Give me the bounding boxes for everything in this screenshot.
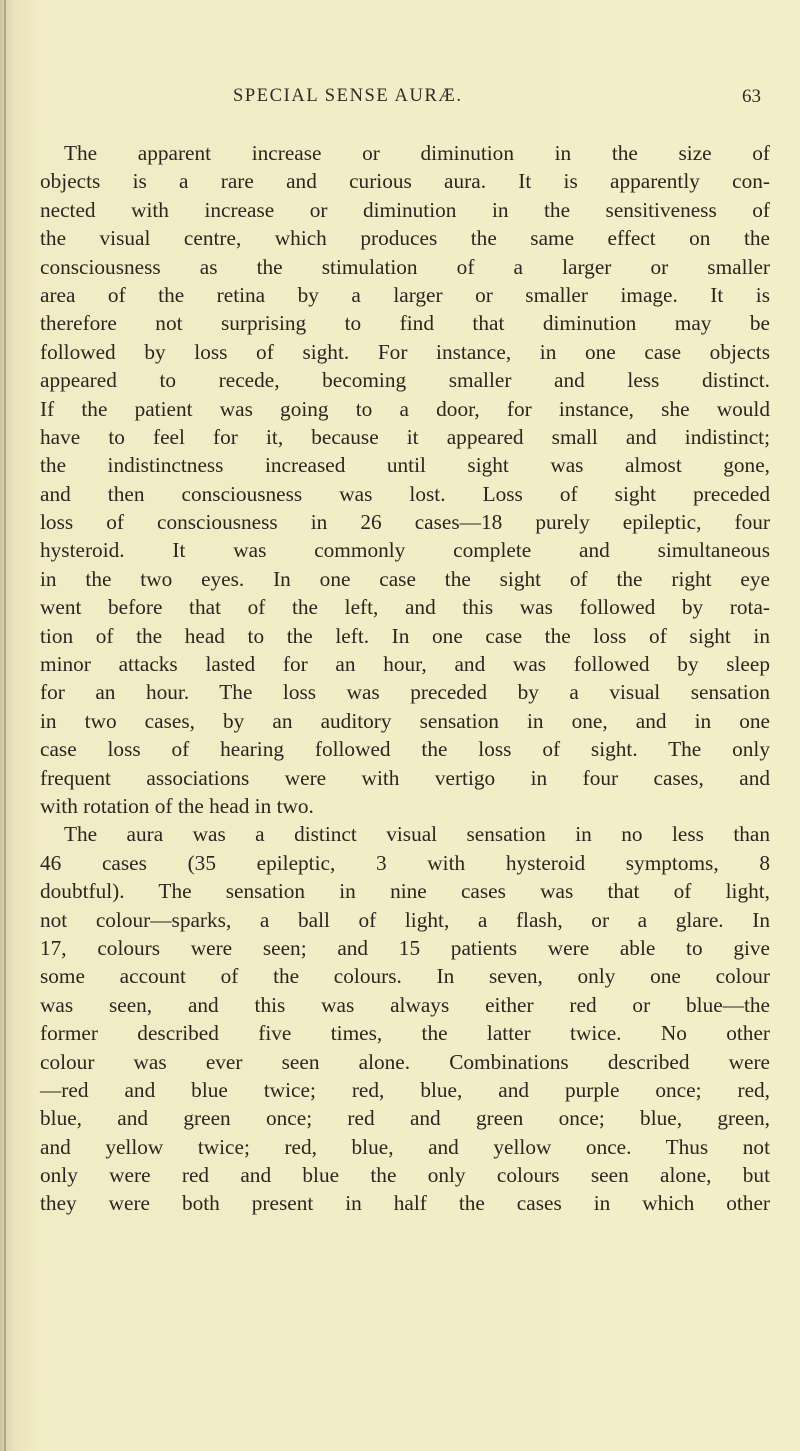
text-line: the visual centre, which produces the same effect on the xyxy=(40,226,770,251)
text-line: for an hour. The loss was preceded by a visual sensation xyxy=(40,680,770,705)
text-line: 46 cases (35 epileptic, 3 with hysteroid symptoms, 8 xyxy=(40,850,770,875)
text-line: was seen, and this was always either red or blue—the xyxy=(40,992,770,1017)
body-text xyxy=(40,139,770,1218)
running-head xyxy=(0,86,800,116)
text-line: only were red and blue the only colours seen alone, but xyxy=(40,1163,770,1188)
text-line: in two cases, by an auditory sensation in one, and in one xyxy=(40,708,770,733)
text-line: area of the retina by a larger or smaller image. It is xyxy=(40,282,770,307)
text-line: If the patient was going to a door, for instance, she would xyxy=(40,396,770,421)
text-line: blue, and green once; red and green once; blue, green, xyxy=(40,1106,770,1131)
running-title: SPECIAL SENSE AURÆ. xyxy=(233,86,463,106)
text-line: went before that of the left, and this was followed by rota- xyxy=(40,595,770,620)
text-line: consciousness as the stimulation of a larger or smaller xyxy=(40,254,770,279)
text-line: hysteroid. It was commonly complete and simultaneous xyxy=(40,538,770,563)
text-line: the indistinctness increased until sight was almost gone, xyxy=(40,453,770,478)
text-line: doubtful). The sensation in nine cases was that of light, xyxy=(40,879,770,904)
text-line: The apparent increase or diminution in the size of xyxy=(64,141,770,165)
text-line: tion of the head to the left. In one case the loss of sight in xyxy=(40,623,770,648)
text-line: they were both present in half the cases in which other xyxy=(40,1191,770,1216)
text-line: not colour—sparks, a ball of light, a flash, or a glare. In xyxy=(40,907,770,932)
text-line: and then consciousness was lost. Loss of sight preceded xyxy=(40,481,770,506)
text-line: frequent associations were with vertigo in four cases, and xyxy=(40,765,770,790)
page-number: 63 xyxy=(742,86,761,107)
text-line: minor attacks lasted for an hour, and was followed by sleep xyxy=(40,652,770,677)
text-line: colour was ever seen alone. Combinations described were xyxy=(40,1049,770,1074)
text-line: former described five times, the latter twice. No other xyxy=(40,1021,770,1046)
page-gutter-edge xyxy=(4,0,6,1451)
text-line: in the two eyes. In one case the sight of the right eye xyxy=(40,566,770,591)
text-line: with rotation of the head in two. xyxy=(40,793,314,818)
text-line: and yellow twice; red, blue, and yellow once. Thus not xyxy=(40,1134,770,1159)
text-line: appeared to recede, becoming smaller and less distinct. xyxy=(40,368,770,393)
text-line: therefore not surprising to find that diminution may be xyxy=(40,311,770,336)
text-line: have to feel for it, because it appeared small and indistinct; xyxy=(40,424,770,449)
text-line: followed by loss of sight. For instance, in one case objects xyxy=(40,339,770,364)
text-line: —red and blue twice; red, blue, and purple once; red, xyxy=(40,1077,770,1102)
text-line: loss of consciousness in 26 cases—18 purely epileptic, four xyxy=(40,510,770,535)
text-line: objects is a rare and curious aura. It is apparently con- xyxy=(40,169,770,194)
text-line: some account of the colours. In seven, only one colour xyxy=(40,964,770,989)
text-line: 17, colours were seen; and 15 patients were able to give xyxy=(40,935,770,960)
text-line: case loss of hearing followed the loss of sight. The only xyxy=(40,737,770,762)
text-line: The aura was a distinct visual sensation in no less than xyxy=(64,822,770,847)
text-line: nected with increase or diminution in the sensitiveness of xyxy=(40,197,770,222)
